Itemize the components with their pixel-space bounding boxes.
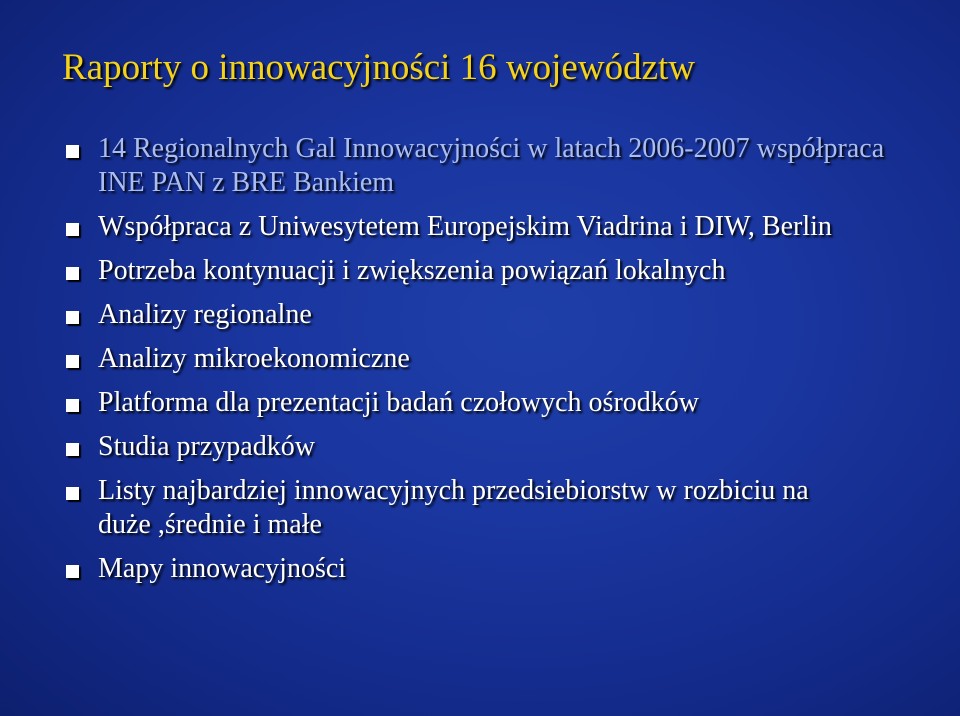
bullet-text: Studia przypadków (98, 431, 315, 462)
bullet-item (62, 254, 922, 288)
square-bullet-icon (66, 223, 79, 236)
bullet-item (62, 342, 922, 376)
square-bullet-icon (66, 487, 79, 500)
bullet-text: Potrzeba kontynuacji i zwiększenia powiązań lokalnych (98, 255, 726, 286)
bullet-item (62, 132, 922, 200)
square-bullet-icon (66, 399, 79, 412)
square-bullet-icon (66, 145, 79, 158)
bullet-item (62, 552, 922, 586)
bullet-item (62, 386, 922, 420)
bullet-item (62, 210, 922, 244)
bullet-text: 14 Regionalnych Gal Innowacyjności w latach 2006-2007 współpraca INE PAN z BRE Bankiem (98, 133, 885, 198)
bullet-text: Analizy mikroekonomiczne (98, 343, 410, 374)
bullet-text: Platforma dla prezentacji badań czołowych ośrodków (98, 387, 700, 418)
slide-title: Raporty o innowacyjności 16 województw (62, 47, 695, 88)
square-bullet-icon (66, 443, 79, 456)
bullet-item (62, 298, 922, 332)
bullet-text: Współpraca z Uniwesytetem Europejskim Viadrina i DIW, Berlin (98, 211, 832, 242)
square-bullet-icon (66, 267, 79, 280)
bullet-text: Analizy regionalne (98, 299, 312, 330)
square-bullet-icon (66, 565, 79, 578)
bullet-text: Listy najbardziej innowacyjnych przedsiebiorstw w rozbiciu na duże ,średnie i małe (98, 475, 809, 540)
square-bullet-icon (66, 355, 79, 368)
bullet-item (62, 474, 922, 542)
bullet-text: Mapy innowacyjności (98, 553, 347, 584)
bullet-item (62, 430, 922, 464)
bullet-list (62, 132, 922, 596)
square-bullet-icon (66, 311, 79, 324)
